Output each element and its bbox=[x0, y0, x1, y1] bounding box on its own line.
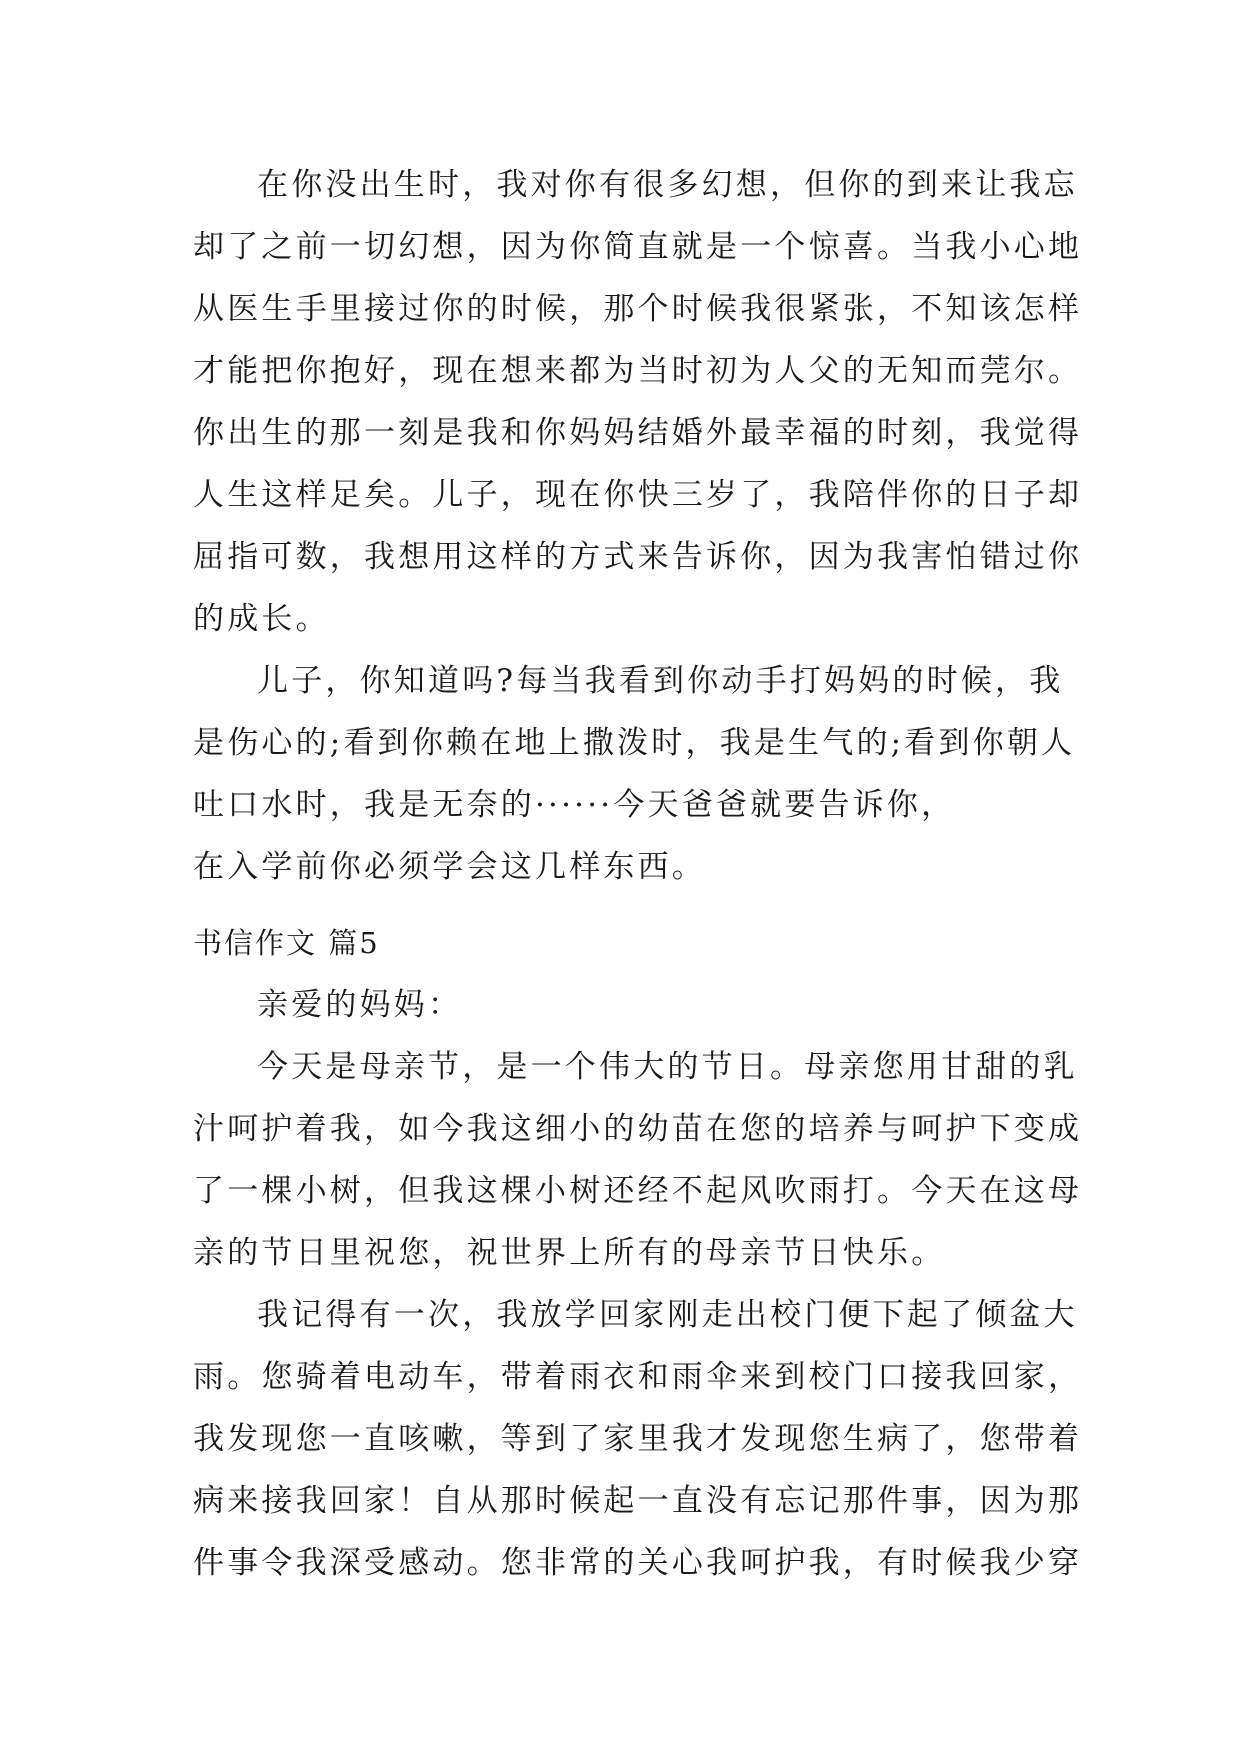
text-line: 儿子，你知道吗?每当我看到你动手打妈妈的时候，我 bbox=[257, 663, 1064, 699]
text-line: 了一棵小树，但我这棵小树还经不起风吹雨打。今天在这母 bbox=[193, 1173, 1083, 1209]
text-line: 却了之前一切幻想，因为你简直就是一个惊喜。当我小心地 bbox=[193, 229, 1083, 265]
paragraph bbox=[193, 1036, 1083, 1284]
text-line: 病来接我回家！自从那时候起一直没有忘记那件事，因为那 bbox=[193, 1483, 1083, 1519]
text-line: 的成长。 bbox=[193, 601, 330, 637]
text-line: 我记得有一次，我放学回家刚走出校门便下起了倾盆大 bbox=[257, 1297, 1078, 1333]
letter-greeting: 亲爱的妈妈： bbox=[257, 987, 463, 1023]
text-line: 才能把你抱好，现在想来都为当时初为人父的无知而莞尔。 bbox=[193, 353, 1083, 389]
section-title: 书信作文 篇5 bbox=[193, 926, 380, 960]
text-line: 雨。您骑着电动车，带着雨衣和雨伞来到校门口接我回家， bbox=[193, 1359, 1083, 1395]
text-line: 汁呵护着我，如今我这细小的幼苗在您的培养与呵护下变成 bbox=[193, 1111, 1083, 1147]
text-line: 我发现您一直咳嗽，等到了家里我才发现您生病了，您带着 bbox=[193, 1421, 1083, 1457]
text-line: 今天是母亲节，是一个伟大的节日。母亲您用甘甜的乳 bbox=[257, 1049, 1078, 1085]
top-text-block bbox=[193, 154, 1083, 898]
paragraph bbox=[193, 154, 1083, 650]
letter-section bbox=[193, 912, 1083, 1594]
text-line: 件事令我深受感动。您非常的关心我呵护我，有时候我少穿 bbox=[193, 1545, 1083, 1581]
text-line: 亲的节日里祝您，祝世界上所有的母亲节日快乐。 bbox=[193, 1235, 946, 1271]
text-line: 人生这样足矣。儿子，现在你快三岁了，我陪伴你的日子却 bbox=[193, 477, 1083, 513]
text-line: 是伤心的;看到你赖在地上撒泼时，我是生气的;看到你朝人 bbox=[193, 725, 1076, 761]
text-line: 从医生手里接过你的时候，那个时候我很紧张，不知该怎样 bbox=[193, 291, 1083, 327]
text-line: 在入学前你必须学会这几样东西。 bbox=[193, 849, 706, 885]
paragraph bbox=[193, 650, 1076, 898]
text-line: 吐口水时，我是无奈的······今天爸爸就要告诉你， bbox=[193, 787, 956, 823]
text-line: 在你没出生时，我对你有很多幻想，但你的到来让我忘 bbox=[257, 167, 1078, 203]
text-line: 你出生的那一刻是我和你妈妈结婚外最幸福的时刻，我觉得 bbox=[193, 415, 1083, 451]
text-line: 屈指可数，我想用这样的方式来告诉你，因为我害怕错过你 bbox=[193, 539, 1083, 575]
paragraph bbox=[193, 1284, 1083, 1594]
